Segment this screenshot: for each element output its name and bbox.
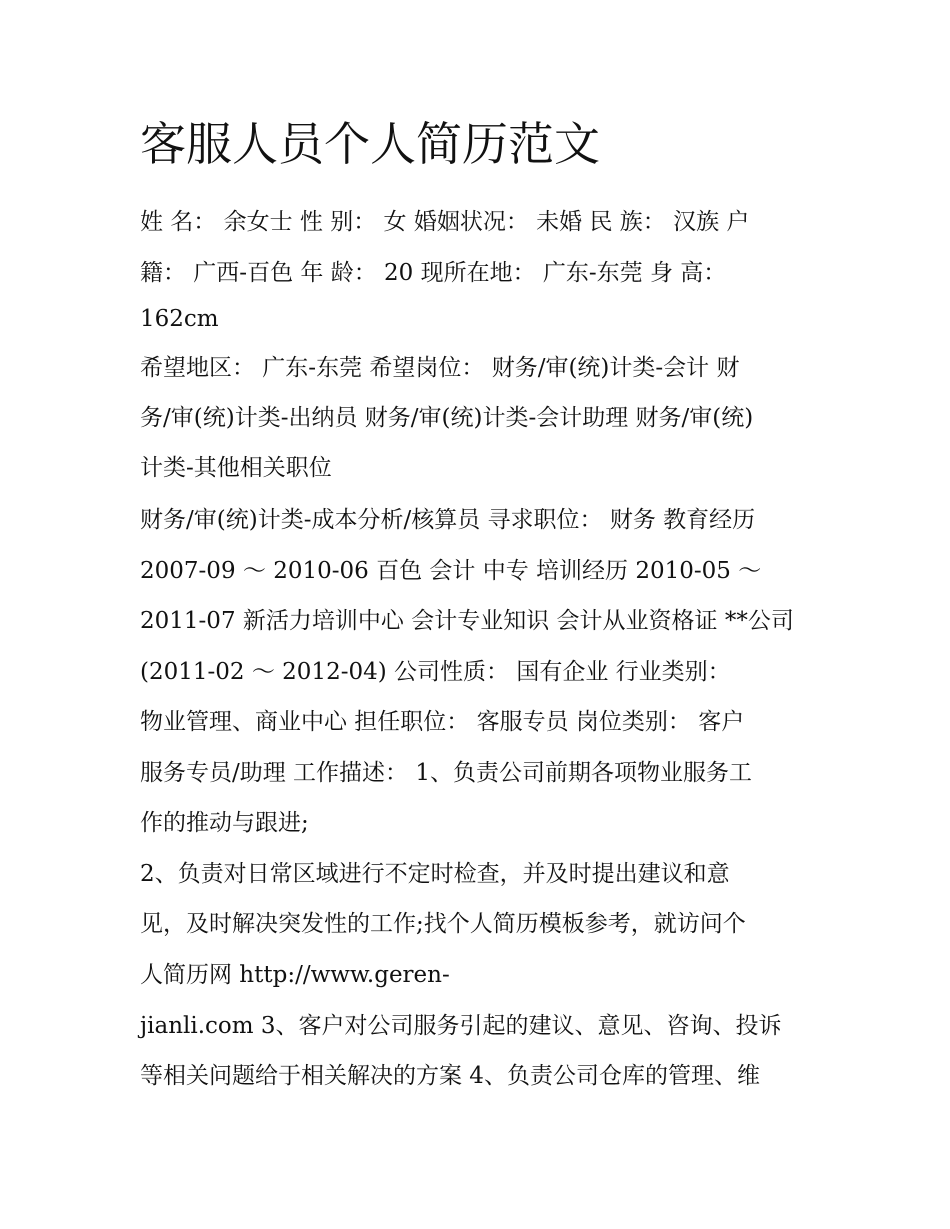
text-line: 姓 名： 余女士 性 别： 女 婚姻状况： 未婚 民 族： 汉族 户 — [140, 209, 750, 235]
text-line: 等相关问题给于相关解决的方案 4、负责公司仓库的管理、维 — [140, 1063, 760, 1089]
text-line: 见，及时解决突发性的工作;找个人简历模板参考，就访问个 — [140, 911, 746, 937]
text-line: 服务专员/助理 工作描述： 1、负责公司前期各项物业服务工 — [140, 760, 753, 786]
text-line: 2、负责对日常区域进行不定时检查，并及时提出建议和意 — [140, 861, 730, 887]
text-line: 2007-09 ～ 2010-06 百色 会计 中专 培训经历 2010-05 ～ — [140, 558, 762, 584]
text-line: 希望地区： 广东-东莞 希望岗位： 财务/审(统)计类-会计 财 — [140, 355, 740, 381]
text-line: (2011-02 ～ 2012-04) 公司性质： 国有企业 行业类别： — [140, 659, 731, 685]
text-line: 财务/审(统)计类-成本分析/核算员 寻求职位： 财务 教育经历 — [140, 507, 756, 533]
text-line: 人简历网 http://www.geren- — [140, 962, 450, 988]
text-line: 务/审(统)计类-出纳员 财务/审(统)计类-会计助理 财务/审(统) — [140, 405, 754, 431]
text-line: 计类-其他相关职位 — [140, 455, 332, 481]
text-line: 2011-07 新活力培训中心 会计专业知识 会计从业资格证 **公司 — [140, 608, 794, 634]
text-line: jianli.com 3、客户对公司服务引起的建议、意见、咨询、投诉 — [140, 1013, 782, 1039]
text-line: 作的推动与跟进; — [140, 810, 309, 836]
text-line: 162cm — [140, 306, 219, 332]
text-line: 物业管理、商业中心 担任职位： 客服专员 岗位类别： 客户 — [140, 709, 745, 735]
page-title: 客服人员个人简历范文 — [140, 117, 600, 171]
text-line: 籍： 广西-百色 年 龄： 20 现所在地： 广东-东莞 身 高： — [140, 260, 727, 286]
